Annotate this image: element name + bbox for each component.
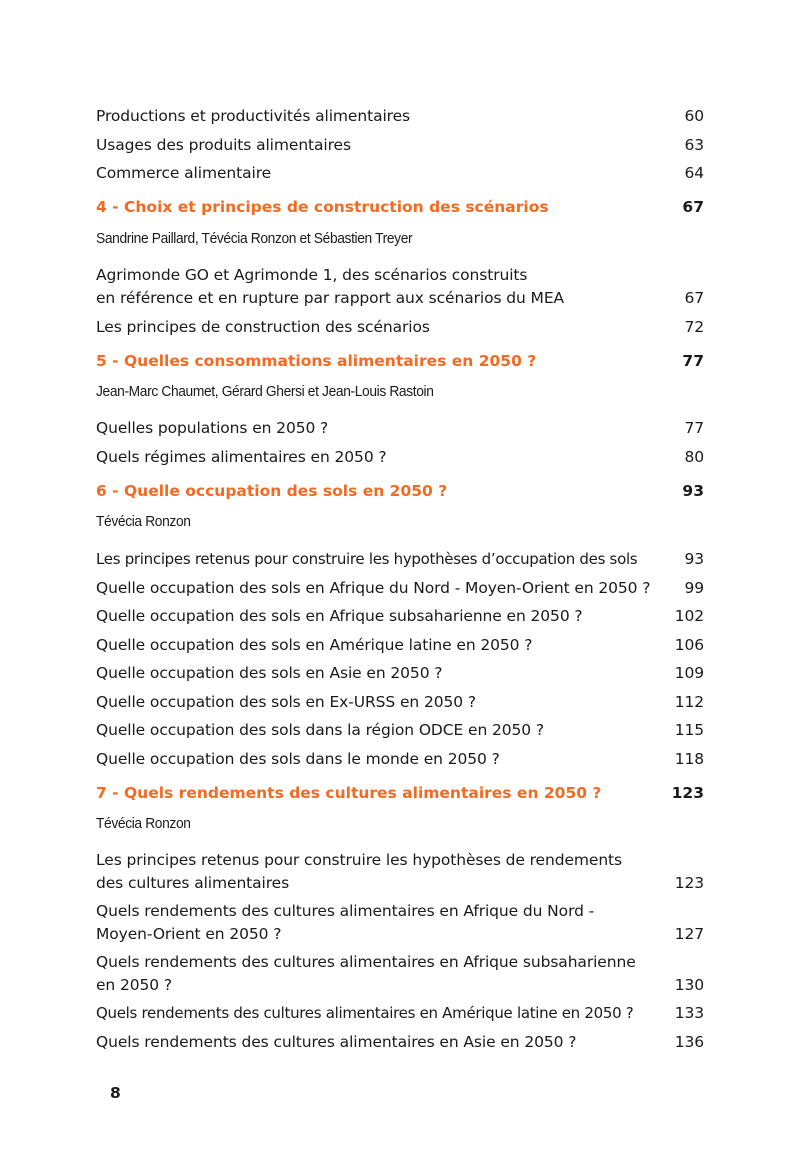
toc-entry-page: 133: [674, 1004, 704, 1022]
toc-entry-title: Quelles populations en 2050 ?: [96, 419, 329, 437]
chapter-page: 77: [682, 352, 704, 370]
toc-entry-title-line1: Les principes retenus pour construire les hypothèses de rendements: [96, 851, 623, 869]
toc-entry[interactable]: [96, 951, 704, 997]
toc-entry[interactable]: [96, 691, 704, 714]
toc-entry-page: 64: [684, 164, 704, 182]
toc-entry-title: Quelle occupation des sols en Afrique subsaharienne en 2050 ?: [96, 607, 583, 625]
toc-entry-title-line2: des cultures alimentaires: [96, 874, 290, 892]
toc-entry-page: 80: [684, 448, 704, 466]
toc-entry-page: 106: [674, 636, 704, 654]
toc-entry[interactable]: [96, 577, 704, 600]
chapter-6-authors: Tévécia Ronzon: [96, 513, 191, 530]
toc-entry-page: 99: [684, 579, 704, 597]
toc-entry-title: Quelle occupation des sols en Afrique du Nord - Moyen-Orient en 2050 ?: [96, 579, 651, 597]
toc-entry-page: 102: [674, 607, 704, 625]
toc-entry-page: 123: [674, 874, 704, 892]
chapter-title: 4 - Choix et principes de construction des scénarios: [96, 198, 549, 216]
toc-entry-title: Commerce alimentaire: [96, 164, 272, 182]
chapter-page: 67: [682, 198, 704, 216]
toc-entry-title-line2: en référence et en rupture par rapport aux scénarios du MEA: [96, 289, 565, 307]
toc-entry-title-line2: Moyen-Orient en 2050 ?: [96, 925, 282, 943]
toc-entry-page: 109: [674, 664, 704, 682]
toc-entry-page: 93: [684, 550, 704, 568]
chapter-7-heading[interactable]: [96, 782, 704, 805]
toc-entry-title: Quels rendements des cultures alimentaires en Amérique latine en 2050 ?: [96, 1004, 634, 1022]
toc-entry-title: Productions et productivités alimentaires: [96, 107, 411, 125]
toc-entry-title: Quelle occupation des sols en Asie en 2050 ?: [96, 664, 443, 682]
page-number: 8: [110, 1084, 121, 1102]
toc-entry-page: 112: [674, 693, 704, 711]
toc-entry[interactable]: [96, 446, 704, 469]
toc-entry-title: Quelle occupation des sols en Amérique latine en 2050 ?: [96, 636, 533, 654]
toc-entry-title: Les principes de construction des scénarios: [96, 318, 430, 336]
toc-entry-title-line1: Quels rendements des cultures alimentaires en Afrique subsaharienne: [96, 953, 636, 971]
chapter-title: 5 - Quelles consommations alimentaires en 2050 ?: [96, 352, 537, 370]
toc-entry[interactable]: [96, 105, 704, 128]
toc-entry[interactable]: [96, 264, 704, 310]
toc-entry[interactable]: [96, 134, 704, 157]
toc-entry-page: 67: [684, 289, 704, 307]
chapter-title: 7 - Quels rendements des cultures alimentaires en 2050 ?: [96, 784, 602, 802]
toc-entry-page: 130: [674, 976, 704, 994]
toc-entry[interactable]: [96, 1002, 704, 1025]
toc-entry[interactable]: [96, 900, 704, 946]
toc-entry-title-line2: en 2050 ?: [96, 976, 172, 994]
toc-entry[interactable]: [96, 316, 704, 339]
toc-entry[interactable]: [96, 719, 704, 742]
toc-entry[interactable]: [96, 548, 704, 571]
toc-entry[interactable]: [96, 162, 704, 185]
toc-entry-page: 72: [684, 318, 704, 336]
chapter-5-authors: Jean-Marc Chaumet, Gérard Ghersi et Jean-Louis Rastoin: [96, 383, 434, 400]
chapter-4-authors: Sandrine Paillard, Tévécia Ronzon et Sébastien Treyer: [96, 230, 413, 247]
toc-entry[interactable]: [96, 605, 704, 628]
chapter-4-heading[interactable]: [96, 196, 704, 219]
toc-entry[interactable]: [96, 1031, 704, 1054]
toc-entry-title-line1: Agrimonde GO et Agrimonde 1, des scénarios construits: [96, 266, 528, 284]
toc-entry-title: Quelle occupation des sols dans la région ODCE en 2050 ?: [96, 721, 544, 739]
toc-entry-title: Quelle occupation des sols en Ex-URSS en 2050 ?: [96, 693, 476, 711]
chapter-7-authors: Tévécia Ronzon: [96, 815, 191, 832]
toc-entry-title-line1: Quels rendements des cultures alimentaires en Afrique du Nord -: [96, 902, 595, 920]
toc-entry[interactable]: [96, 662, 704, 685]
toc-entry[interactable]: [96, 634, 704, 657]
chapter-page: 123: [671, 784, 704, 802]
toc-entry[interactable]: [96, 748, 704, 771]
toc-entry-page: 115: [674, 721, 704, 739]
toc-entry[interactable]: [96, 417, 704, 440]
toc-entry-title: Quels rendements des cultures alimentaires en Asie en 2050 ?: [96, 1033, 577, 1051]
toc-entry-page: 77: [684, 419, 704, 437]
toc-entry-page: 60: [684, 107, 704, 125]
toc-entry-title: Quels régimes alimentaires en 2050 ?: [96, 448, 387, 466]
toc-entry-title: Quelle occupation des sols dans le monde en 2050 ?: [96, 750, 500, 768]
chapter-title: 6 - Quelle occupation des sols en 2050 ?: [96, 482, 448, 500]
toc-entry-page: 127: [674, 925, 704, 943]
chapter-page: 93: [682, 482, 704, 500]
toc-entry-page: 118: [674, 750, 704, 768]
toc-entry[interactable]: [96, 849, 704, 895]
chapter-6-heading[interactable]: [96, 480, 704, 503]
toc-entry-page: 136: [674, 1033, 704, 1051]
toc-entry-page: 63: [684, 136, 704, 154]
toc-entry-title: Les principes retenus pour construire les hypothèses d’occupation des sols: [96, 550, 638, 568]
chapter-5-heading[interactable]: [96, 350, 704, 373]
toc-entry-title: Usages des produits alimentaires: [96, 136, 351, 154]
